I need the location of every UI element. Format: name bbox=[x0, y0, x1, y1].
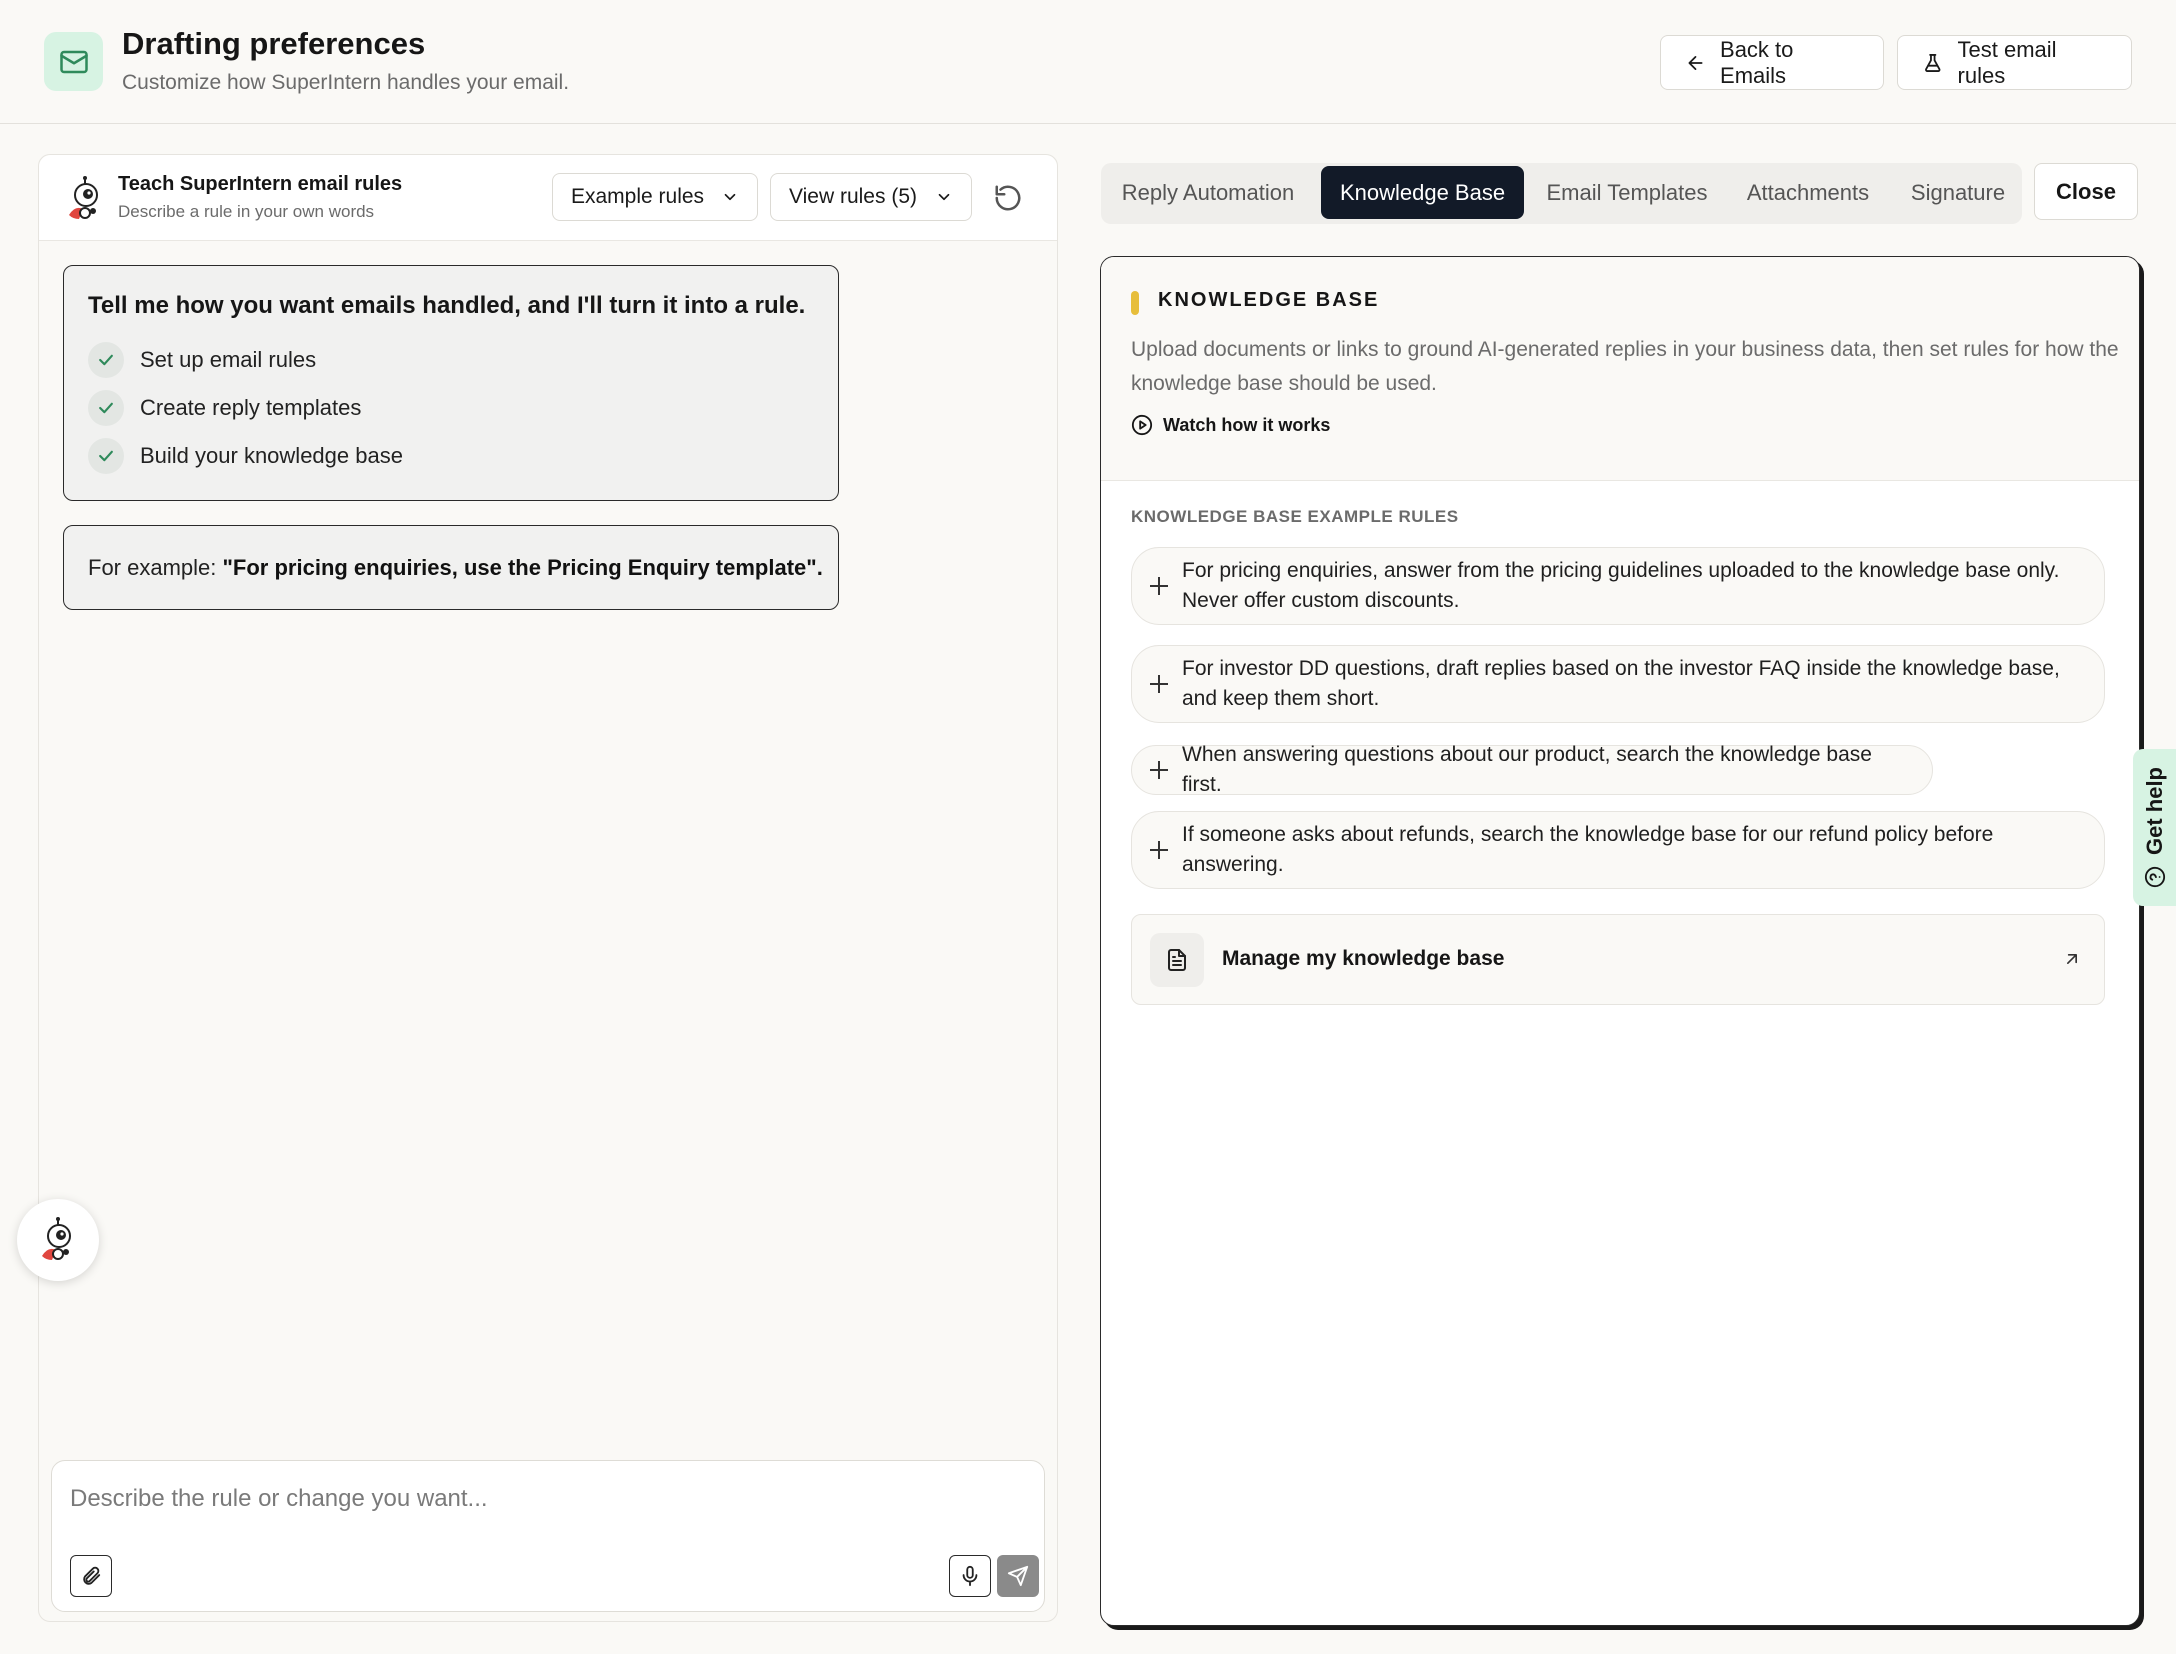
flask-icon bbox=[1922, 52, 1944, 74]
knowledge-base-panel bbox=[1100, 256, 2140, 1626]
watch-how-it-works-label: Watch how it works bbox=[1163, 414, 1331, 435]
example-rule-chip[interactable] bbox=[1131, 745, 1933, 795]
rule-chat-panel bbox=[38, 154, 1058, 1622]
tab-knowledge-base[interactable]: Knowledge Base bbox=[1321, 166, 1524, 219]
back-to-emails-button[interactable] bbox=[1660, 35, 1884, 90]
intro-title: Tell me how you want emails handled, and I'll turn it into a rule. bbox=[88, 292, 806, 319]
knowledge-base-title: KNOWLEDGE BASE bbox=[1158, 289, 1380, 311]
external-arrow-icon bbox=[2062, 949, 2082, 969]
intro-message bbox=[63, 265, 839, 501]
example-prefix: For example: bbox=[88, 555, 223, 580]
example-rule-chip[interactable] bbox=[1131, 645, 2105, 723]
test-email-rules-label: Test email rules bbox=[1957, 36, 2057, 88]
rule-chat-subtitle: Describe a rule in your own words bbox=[118, 202, 375, 221]
section-accent-bar bbox=[1131, 291, 1139, 315]
example-rule-text: When answering questions about our product, search the knowledge base first. bbox=[1182, 743, 1872, 796]
example-rule-chip[interactable] bbox=[1131, 547, 2105, 625]
intro-item-label: Build your knowledge base bbox=[140, 443, 403, 468]
attach-button[interactable] bbox=[70, 1555, 112, 1597]
arrow-left-icon bbox=[1685, 52, 1706, 74]
rule-composer bbox=[51, 1460, 1045, 1612]
plus-icon bbox=[1150, 577, 1168, 595]
intro-item bbox=[88, 390, 361, 426]
back-to-emails-label: Back to Emails bbox=[1720, 36, 1794, 88]
view-rules-dropdown[interactable] bbox=[770, 173, 972, 221]
intro-item-label: Set up email rules bbox=[140, 347, 317, 372]
manage-knowledge-base-link[interactable] bbox=[1131, 914, 2105, 1005]
test-email-rules-button[interactable] bbox=[1897, 35, 2132, 90]
mail-icon bbox=[44, 32, 103, 91]
close-button[interactable]: Close bbox=[2034, 163, 2138, 220]
intro-item bbox=[88, 342, 316, 378]
preferences-tabs bbox=[1101, 163, 2022, 224]
page-header bbox=[0, 0, 2176, 124]
assistant-launcher-button[interactable] bbox=[17, 1199, 99, 1281]
rule-chat-header bbox=[39, 155, 1057, 241]
tab-attachments[interactable]: Attachments bbox=[1746, 179, 1870, 205]
robot-mascot-icon bbox=[38, 1216, 78, 1264]
watch-how-it-works-link[interactable] bbox=[1131, 414, 1330, 436]
example-rule-text: For investor DD questions, draft replies based on the investor FAQ inside the knowledge base, and keep them short. bbox=[1182, 657, 2060, 710]
plus-icon bbox=[1150, 761, 1168, 779]
help-circle-icon bbox=[2144, 866, 2166, 888]
manage-knowledge-base-label: Manage my knowledge base bbox=[1222, 947, 1505, 970]
example-text bbox=[88, 555, 823, 581]
knowledge-base-description: Upload documents or links to ground AI-generated replies in your business data, then set rules for how the knowledge base should be used. bbox=[1131, 338, 2119, 395]
check-icon bbox=[88, 438, 124, 474]
example-rule-text: For pricing enquiries, answer from the pricing guidelines uploaded to the knowledge base only. Never offer custom discounts. bbox=[1182, 559, 2060, 612]
rule-chat-title: Teach SuperIntern email rules bbox=[118, 173, 403, 195]
document-icon bbox=[1150, 933, 1204, 987]
plus-icon bbox=[1150, 675, 1168, 693]
send-icon bbox=[1007, 1565, 1029, 1587]
page-title: Drafting preferences bbox=[122, 26, 426, 61]
page-subtitle: Customize how SuperIntern handles your email. bbox=[122, 71, 570, 94]
check-icon bbox=[88, 390, 124, 426]
tab-reply-automation[interactable]: Reply Automation bbox=[1121, 179, 1295, 205]
intro-item bbox=[88, 438, 403, 474]
rule-input[interactable] bbox=[70, 1479, 1020, 1519]
chevron-down-icon bbox=[935, 188, 953, 206]
example-rules-heading: KNOWLEDGE BASE EXAMPLE RULES bbox=[1131, 507, 1459, 526]
microphone-icon bbox=[959, 1565, 981, 1587]
get-help-tab[interactable] bbox=[2133, 749, 2176, 906]
example-rules-dropdown[interactable] bbox=[552, 173, 758, 221]
intro-item-label: Create reply templates bbox=[140, 395, 362, 420]
paperclip-icon bbox=[80, 1565, 102, 1587]
reset-icon[interactable] bbox=[993, 183, 1023, 213]
voice-input-button[interactable] bbox=[949, 1555, 991, 1597]
check-icon bbox=[88, 342, 124, 378]
robot-mascot-icon bbox=[65, 175, 105, 223]
tab-email-templates[interactable]: Email Templates bbox=[1546, 179, 1708, 205]
example-rule-chip[interactable] bbox=[1131, 811, 2105, 889]
play-circle-icon bbox=[1131, 414, 1153, 436]
tab-signature[interactable]: Signature bbox=[1910, 179, 2006, 205]
get-help-label: Get help bbox=[2141, 767, 2167, 856]
plus-icon bbox=[1150, 841, 1168, 859]
example-rule-text: If someone asks about refunds, search the knowledge base for our refund policy before answering. bbox=[1182, 823, 1994, 876]
view-rules-label: View rules (5) bbox=[789, 185, 917, 208]
example-rules-label: Example rules bbox=[571, 185, 705, 208]
example-quote: "For pricing enquiries, use the Pricing Enquiry template". bbox=[222, 555, 823, 580]
example-message bbox=[63, 525, 839, 610]
knowledge-base-intro bbox=[1101, 257, 2139, 481]
chevron-down-icon bbox=[721, 188, 739, 206]
send-button[interactable] bbox=[997, 1555, 1039, 1597]
